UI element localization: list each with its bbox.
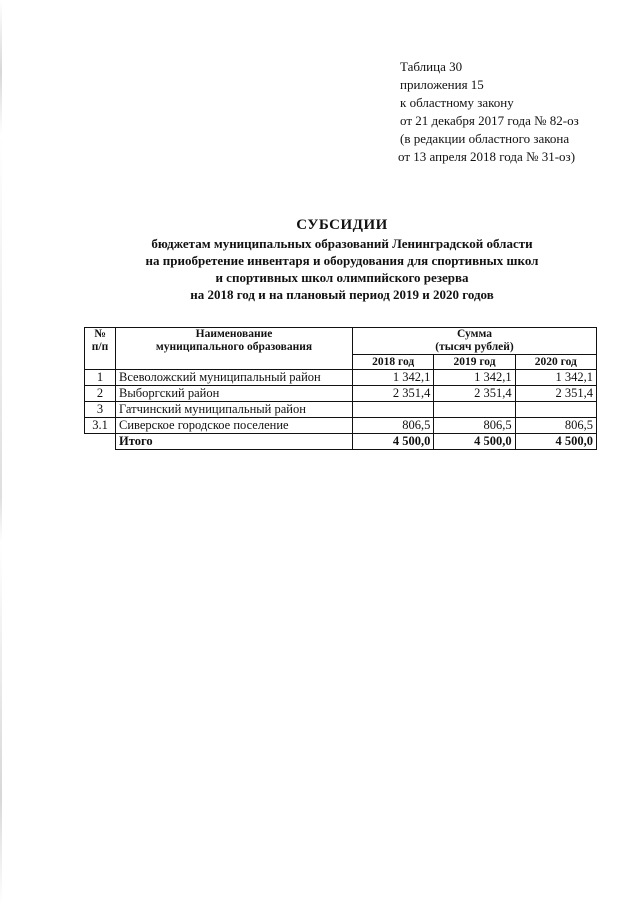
title-line-3: и спортивных школ олимпийского резерва bbox=[215, 270, 469, 285]
row-municipality: Сиверское городское поселение bbox=[116, 418, 353, 434]
annex-line-law-date: от 21 декабря 2017 года № 82-оз bbox=[400, 113, 579, 128]
annex-line-edition-date: от 13 апреля 2018 года № 31-оз) bbox=[398, 149, 576, 164]
header-year-2020: 2020 год bbox=[515, 355, 596, 370]
table-row bbox=[85, 370, 597, 386]
total-blank-cell bbox=[85, 434, 116, 450]
document-title bbox=[0, 216, 640, 303]
row-value-2018 bbox=[353, 402, 434, 418]
annex-reference bbox=[400, 58, 579, 166]
header-sum-line-1: Сумма bbox=[457, 328, 492, 340]
scan-edge bbox=[0, 0, 2, 905]
total-value-2019: 4 500,0 bbox=[434, 434, 515, 450]
header-name bbox=[116, 328, 353, 370]
row-value-2018: 2 351,4 bbox=[353, 386, 434, 402]
row-value-2020: 806,5 bbox=[515, 418, 596, 434]
row-value-2019: 1 342,1 bbox=[434, 370, 515, 386]
row-municipality: Всеволожский муниципальный район bbox=[116, 370, 353, 386]
row-value-2018: 1 342,1 bbox=[353, 370, 434, 386]
row-number: 3 bbox=[85, 402, 116, 418]
row-value-2019 bbox=[434, 402, 515, 418]
row-value-2020: 2 351,4 bbox=[515, 386, 596, 402]
row-value-2019: 2 351,4 bbox=[434, 386, 515, 402]
table-header-row bbox=[85, 328, 597, 355]
annex-line-table: Таблица 30 bbox=[400, 59, 463, 74]
header-year-2018: 2018 год bbox=[353, 355, 434, 370]
header-number-symbol: № bbox=[94, 328, 106, 340]
title-line-2: на приобретение инвентаря и оборудования для спортивных школ bbox=[145, 253, 539, 268]
annex-line-law: к областному закону bbox=[400, 95, 514, 110]
table-total-row bbox=[85, 434, 597, 450]
annex-line-appendix: приложения 15 bbox=[400, 77, 484, 92]
row-municipality: Гатчинский муниципальный район bbox=[116, 402, 353, 418]
title-line-1: бюджетам муниципальных образований Ленинградской области bbox=[151, 236, 533, 251]
row-value-2020: 1 342,1 bbox=[515, 370, 596, 386]
header-year-2019: 2019 год bbox=[434, 355, 515, 370]
header-name-line-1: Наименование bbox=[195, 328, 273, 340]
total-value-2020: 4 500,0 bbox=[515, 434, 596, 450]
annex-line-edition: (в редакции областного закона bbox=[400, 131, 570, 146]
row-municipality: Выборгский район bbox=[116, 386, 353, 402]
title-line-4: на 2018 год и на плановый период 2019 и 2020 годов bbox=[190, 287, 494, 302]
row-value-2019: 806,5 bbox=[434, 418, 515, 434]
row-value-2020 bbox=[515, 402, 596, 418]
table-row bbox=[85, 418, 597, 434]
title-main: СУБСИДИИ bbox=[296, 217, 388, 233]
row-number: 2 bbox=[85, 386, 116, 402]
table-row bbox=[85, 386, 597, 402]
header-sum-line-2: (тысяч рублей) bbox=[435, 341, 514, 353]
header-name-line-2: муниципального образования bbox=[155, 341, 313, 353]
table-row bbox=[85, 402, 597, 418]
row-value-2018: 806,5 bbox=[353, 418, 434, 434]
header-sum bbox=[353, 328, 597, 355]
row-number: 1 bbox=[85, 370, 116, 386]
total-label: Итого bbox=[116, 434, 353, 450]
total-value-2018: 4 500,0 bbox=[353, 434, 434, 450]
header-number-abbrev: п/п bbox=[91, 341, 109, 353]
row-number: 3.1 bbox=[85, 418, 116, 434]
header-number bbox=[85, 328, 116, 370]
subsidy-table bbox=[84, 327, 597, 450]
